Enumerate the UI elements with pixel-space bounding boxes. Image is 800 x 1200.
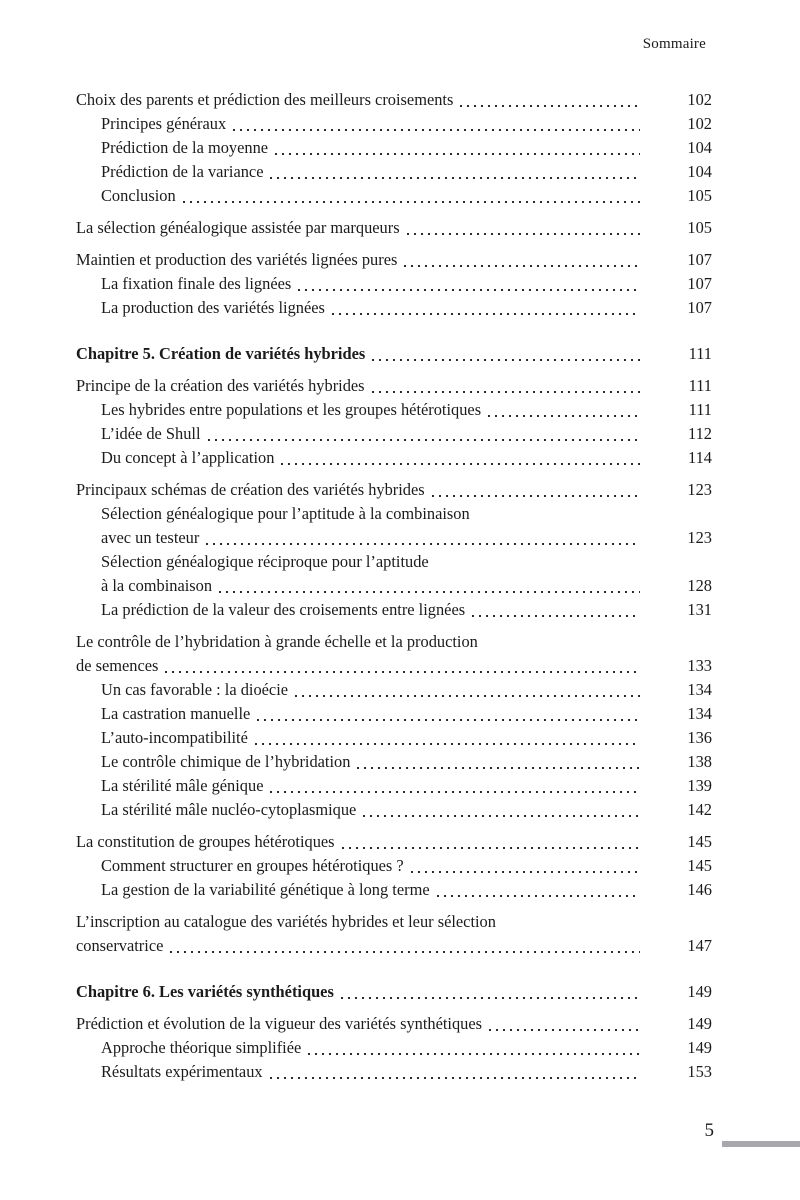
toc-entry-label: Les hybrides entre populations et les groupes hétérotiques	[101, 400, 482, 419]
toc-entry-line	[76, 598, 712, 622]
toc-entry-line	[76, 1036, 712, 1060]
toc-entry-label: Sélection généalogique pour l’aptitude à la combinaison	[101, 504, 470, 523]
dotted-leader	[170, 951, 640, 953]
toc-entry-page-number: 128	[687, 576, 712, 595]
dotted-leader	[357, 767, 640, 769]
toc-entry-label: Choix des parents et prédiction des meilleurs croisements	[76, 90, 454, 109]
dotted-leader	[472, 615, 640, 617]
footer-decoration-bar	[722, 1141, 800, 1147]
toc-entry-line	[76, 398, 712, 422]
toc-entry-label: Maintien et production des variétés lignées pures	[76, 250, 398, 269]
toc-entry-page-number: 111	[688, 376, 712, 395]
toc-entry-line	[76, 830, 712, 854]
toc-entry	[76, 446, 712, 470]
toc-entry	[76, 1060, 712, 1084]
dotted-leader	[308, 1053, 640, 1055]
dotted-leader	[233, 129, 640, 131]
toc-entry	[76, 272, 712, 296]
toc-entry-label: La castration manuelle	[101, 704, 251, 723]
dotted-leader	[183, 201, 640, 203]
toc-entry	[76, 112, 712, 136]
toc-chapter-entry	[76, 980, 712, 1004]
toc-entry-label: Principes généraux	[101, 114, 227, 133]
toc-entry-line	[76, 1060, 712, 1084]
toc-entry-page-number: 123	[687, 528, 712, 547]
header-title: Sommaire	[642, 36, 706, 52]
toc-entry-line	[76, 342, 712, 366]
toc-entry-line	[76, 1012, 712, 1036]
toc-entry	[76, 598, 712, 622]
dotted-leader	[342, 847, 640, 849]
toc-entry	[76, 774, 712, 798]
toc-entry-line	[76, 654, 712, 678]
toc-entry-line	[76, 678, 712, 702]
dotted-leader	[432, 495, 640, 497]
toc-entry-page-number: 123	[687, 480, 712, 499]
toc-entry	[76, 1036, 712, 1060]
toc-entry-page-number: 102	[687, 114, 712, 133]
dotted-leader	[275, 153, 640, 155]
toc-entry-line	[76, 750, 712, 774]
toc-entry-line	[76, 878, 712, 902]
toc-entry	[76, 702, 712, 726]
toc-entry-line	[76, 980, 712, 1004]
toc-entry-line	[76, 272, 712, 296]
toc-entry	[76, 726, 712, 750]
toc-entry	[76, 750, 712, 774]
toc-entry-line	[76, 478, 712, 502]
table-of-contents	[76, 88, 712, 1084]
toc-entry	[76, 1012, 712, 1036]
toc-entry-page-number: 114	[688, 448, 712, 467]
toc-entry-label: La gestion de la variabilité génétique à long terme	[101, 880, 430, 899]
folio-page-number: 5	[704, 1120, 714, 1141]
toc-entry-page-number: 107	[687, 274, 712, 293]
toc-entry-label: L’inscription au catalogue des variétés hybrides et leur sélection	[76, 912, 496, 931]
dotted-leader	[165, 671, 640, 673]
toc-entry-page-number: 111	[688, 400, 712, 419]
dotted-leader	[407, 233, 640, 235]
dotted-leader	[488, 415, 640, 417]
toc-entry	[76, 678, 712, 702]
toc-entry-page-number: 107	[687, 250, 712, 269]
toc-entry	[76, 216, 712, 240]
toc-entry-line	[76, 630, 712, 654]
toc-entry-label: L’idée de Shull	[101, 424, 201, 443]
dotted-leader	[460, 105, 640, 107]
toc-entry-page-number: 146	[687, 880, 712, 899]
toc-entry-page-number: 145	[687, 856, 712, 875]
dotted-leader	[295, 695, 640, 697]
toc-entry-label: La sélection généalogique assistée par marqueurs	[76, 218, 400, 237]
toc-entry	[76, 398, 712, 422]
dotted-leader	[298, 289, 640, 291]
toc-entry-line	[76, 296, 712, 320]
toc-entry-line	[76, 88, 712, 112]
toc-entry-page-number: 105	[687, 186, 712, 205]
toc-entry	[76, 878, 712, 902]
toc-entry-line	[76, 136, 712, 160]
toc-entry-page-number: 149	[687, 1014, 712, 1033]
toc-entry	[76, 160, 712, 184]
dotted-leader	[341, 997, 640, 999]
toc-entry-line	[76, 854, 712, 878]
toc-entry-line	[76, 422, 712, 446]
toc-entry-label: Principaux schémas de création des variétés hybrides	[76, 480, 425, 499]
toc-entry-label: La stérilité mâle nucléo-cytoplasmique	[101, 800, 357, 819]
toc-entry-line	[76, 502, 712, 526]
toc-entry-label: Prédiction de la variance	[101, 162, 264, 181]
dotted-leader	[281, 463, 640, 465]
toc-entry-label: La prédiction de la valeur des croisements entre lignées	[101, 600, 466, 619]
dotted-leader	[372, 391, 640, 393]
toc-entry	[76, 798, 712, 822]
dotted-leader	[208, 439, 640, 441]
toc-entry	[76, 248, 712, 272]
dotted-leader	[206, 543, 640, 545]
toc-entry-label: de semences	[76, 656, 159, 675]
toc-entry-label: Du concept à l’application	[101, 448, 275, 467]
toc-entry-label: La constitution de groupes hétérotiques	[76, 832, 335, 851]
toc-entry-label: L’auto-incompatibilité	[101, 728, 248, 747]
toc-entry-page-number: 104	[687, 162, 712, 181]
toc-entry-page-number: 153	[687, 1062, 712, 1081]
toc-entry-label: Principe de la création des variétés hybrides	[76, 376, 365, 395]
toc-entry-page-number: 133	[687, 656, 712, 675]
toc-entry	[76, 422, 712, 446]
toc-entry-label: conservatrice	[76, 936, 164, 955]
toc-entry	[76, 550, 712, 598]
dotted-leader	[437, 895, 640, 897]
toc-entry-label: à la combinaison	[101, 576, 213, 595]
toc-entry	[76, 630, 712, 678]
toc-entry-label: Un cas favorable : la dioécie	[101, 680, 289, 699]
dotted-leader	[372, 359, 640, 361]
toc-entry-page-number: 142	[687, 800, 712, 819]
toc-entry-line	[76, 934, 712, 958]
toc-entry-label: La production des variétés lignées	[101, 298, 325, 317]
toc-entry-line	[76, 550, 712, 574]
toc-entry-page-number: 104	[687, 138, 712, 157]
toc-chapter-entry	[76, 342, 712, 366]
toc-entry	[76, 854, 712, 878]
toc-entry-line	[76, 216, 712, 240]
toc-entry-line	[76, 702, 712, 726]
dotted-leader	[257, 719, 640, 721]
dotted-leader	[489, 1029, 640, 1031]
toc-entry-page-number: 149	[687, 982, 712, 1001]
toc-entry-line	[76, 112, 712, 136]
toc-entry-page-number: 112	[688, 424, 712, 443]
toc-entry-line	[76, 526, 712, 550]
toc-entry-page-number: 105	[687, 218, 712, 237]
toc-entry	[76, 830, 712, 854]
toc-entry-label: avec un testeur	[101, 528, 200, 547]
dotted-leader	[270, 1077, 640, 1079]
toc-entry-page-number: 134	[687, 704, 712, 723]
toc-entry-label: Résultats expérimentaux	[101, 1062, 263, 1081]
toc-entry-page-number: 136	[687, 728, 712, 747]
toc-entry-page-number: 138	[687, 752, 712, 771]
toc-entry-label: Prédiction de la moyenne	[101, 138, 269, 157]
toc-entry	[76, 502, 712, 550]
toc-entry-label: Conclusion	[101, 186, 176, 205]
toc-entry-line	[76, 446, 712, 470]
toc-entry-label: Chapitre 6. Les variétés synthétiques	[76, 982, 334, 1001]
dotted-leader	[255, 743, 640, 745]
toc-entry-line	[76, 910, 712, 934]
toc-entry-line	[76, 574, 712, 598]
toc-entry	[76, 88, 712, 112]
toc-entry-label: Comment structurer en groupes hétérotiques ?	[101, 856, 404, 875]
toc-entry-page-number: 145	[687, 832, 712, 851]
toc-entry	[76, 296, 712, 320]
toc-entry-line	[76, 798, 712, 822]
toc-entry-label: La stérilité mâle génique	[101, 776, 264, 795]
dotted-leader	[270, 177, 640, 179]
toc-entry-page-number: 131	[687, 600, 712, 619]
dotted-leader	[411, 871, 640, 873]
toc-entry-line	[76, 184, 712, 208]
toc-entry-label: Chapitre 5. Création de variétés hybrides	[76, 344, 366, 363]
toc-entry-page-number: 134	[687, 680, 712, 699]
dotted-leader	[332, 313, 640, 315]
toc-entry-page-number: 107	[687, 298, 712, 317]
dotted-leader	[270, 791, 640, 793]
toc-entry-line	[76, 248, 712, 272]
toc-entry-label: Prédiction et évolution de la vigueur des variétés synthétiques	[76, 1014, 483, 1033]
toc-entry-label: Approche théorique simplifiée	[101, 1038, 302, 1057]
toc-entry-label: La fixation finale des lignées	[101, 274, 292, 293]
dotted-leader	[219, 591, 640, 593]
toc-entry-page-number: 149	[687, 1038, 712, 1057]
toc-entry-line	[76, 726, 712, 750]
toc-entry-page-number: 111	[688, 344, 712, 363]
dotted-leader	[363, 815, 640, 817]
toc-entry-label: Sélection généalogique réciproque pour l’aptitude	[101, 552, 429, 571]
toc-entry	[76, 184, 712, 208]
toc-entry-label: Le contrôle chimique de l’hybridation	[101, 752, 351, 771]
toc-entry	[76, 910, 712, 958]
toc-entry	[76, 478, 712, 502]
toc-entry-label: Le contrôle de l’hybridation à grande échelle et la production	[76, 632, 478, 651]
toc-entry-line	[76, 774, 712, 798]
toc-entry-line	[76, 160, 712, 184]
toc-entry-page-number: 139	[687, 776, 712, 795]
dotted-leader	[404, 265, 640, 267]
toc-entry	[76, 374, 712, 398]
toc-entry-page-number: 102	[687, 90, 712, 109]
toc-entry	[76, 136, 712, 160]
toc-entry-page-number: 147	[687, 936, 712, 955]
page-header	[643, 36, 706, 53]
toc-entry-line	[76, 374, 712, 398]
